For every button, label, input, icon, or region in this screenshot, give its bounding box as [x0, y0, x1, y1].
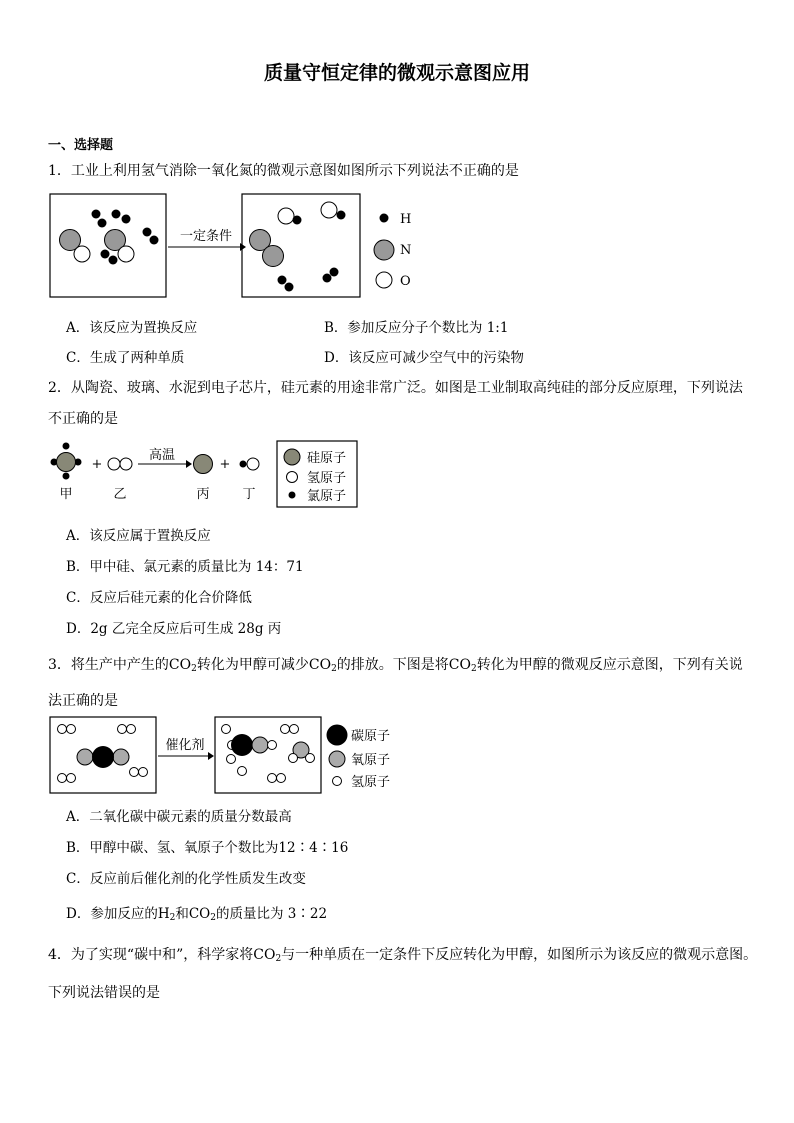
- q1-legend-o: O: [400, 274, 411, 289]
- q4-stem-line2: 下列说法错误的是: [48, 985, 160, 1001]
- q3-stem-line1: 3．将生产中产生的$CO_2$转化为甲醇可减少$CO_2$的排放。下图是将$CO_2$转化为甲醇的微观反应示意图，下列有关说: [48, 657, 743, 674]
- q1-legend-n: N: [400, 243, 412, 258]
- q2-stem-line1: 2．从陶瓷、玻璃、水泥到电子芯片，硅元素的用途非常广泛。如图是工业制取高纯硅的部分反应原理，下列说法: [48, 380, 743, 396]
- q1-option-d: D．该反应可减少空气中的污染物: [324, 350, 524, 366]
- q3-option-b: B．甲醇中碳、氢、氧原子个数比为12∶4∶16: [66, 840, 349, 856]
- q1-stem: 1．工业上利用氢气消除一氧化氮的微观示意图如图所示下列说法不正确的是: [48, 163, 519, 179]
- q2-label-jia: 甲: [59, 487, 73, 502]
- q2-option-c: C．反应后硅元素的化合价降低: [66, 590, 252, 606]
- q1-option-b: B．参加反应分子个数比为 1:1: [324, 320, 509, 336]
- q4-stem-line1: 4．为了实现“碳中和”，科学家将$CO_2$与一种单质在一定条件下反应转化为甲醇，如图所示为该反应的微观示意图。: [48, 947, 758, 964]
- q2-label-bing: 丙: [196, 487, 210, 502]
- q2-condition: 高温: [148, 448, 176, 463]
- q1-option-c: C．生成了两种单质: [66, 350, 185, 366]
- q3-stem-line2: 法正确的是: [48, 693, 118, 709]
- q1-diagram: [48, 190, 428, 302]
- q1-option-a: A．该反应为置换反应: [66, 320, 198, 336]
- q2-stem-line2: 不正确的是: [48, 411, 118, 427]
- section-heading: 一、选择题: [48, 138, 114, 153]
- q2-label-ding: 丁: [242, 487, 256, 502]
- q3-option-a: A．二氧化碳中碳元素的质量分数最高: [66, 809, 292, 825]
- q3-option-c: C．反应前后催化剂的化学性质发生改变: [66, 871, 306, 887]
- q3-condition: 催化剂: [165, 738, 205, 753]
- svg-text:+: +: [219, 457, 231, 472]
- q2-label-yi: 乙: [113, 487, 127, 502]
- q2-diagram: [44, 438, 364, 510]
- q2-option-b: B．甲中硅、氯元素的质量比为 14：71: [66, 559, 304, 575]
- q2-legend-si: 硅原子: [307, 451, 347, 466]
- q1-legend-h: H: [400, 212, 412, 227]
- q3-legend-h: 氢原子: [351, 775, 391, 790]
- svg-text:+: +: [91, 457, 103, 472]
- q3-option-d: D．参加反应的$H_2$和$CO_2$的质量比为 3∶22: [66, 906, 328, 923]
- q3-diagram: [48, 714, 398, 796]
- q2-legend-h: 氢原子: [307, 471, 347, 486]
- q3-legend-o: 氧原子: [351, 753, 391, 768]
- q2-option-a: A．该反应属于置换反应: [66, 528, 211, 544]
- q3-legend-c: 碳原子: [351, 729, 391, 744]
- q2-option-d: D．2g 乙完全反应后可生成 28g 丙: [66, 621, 282, 637]
- q1-condition: 一定条件: [179, 229, 233, 244]
- page-title: 质量守恒定律的微观示意图应用: [263, 62, 530, 84]
- q2-legend-cl: 氯原子: [307, 489, 347, 504]
